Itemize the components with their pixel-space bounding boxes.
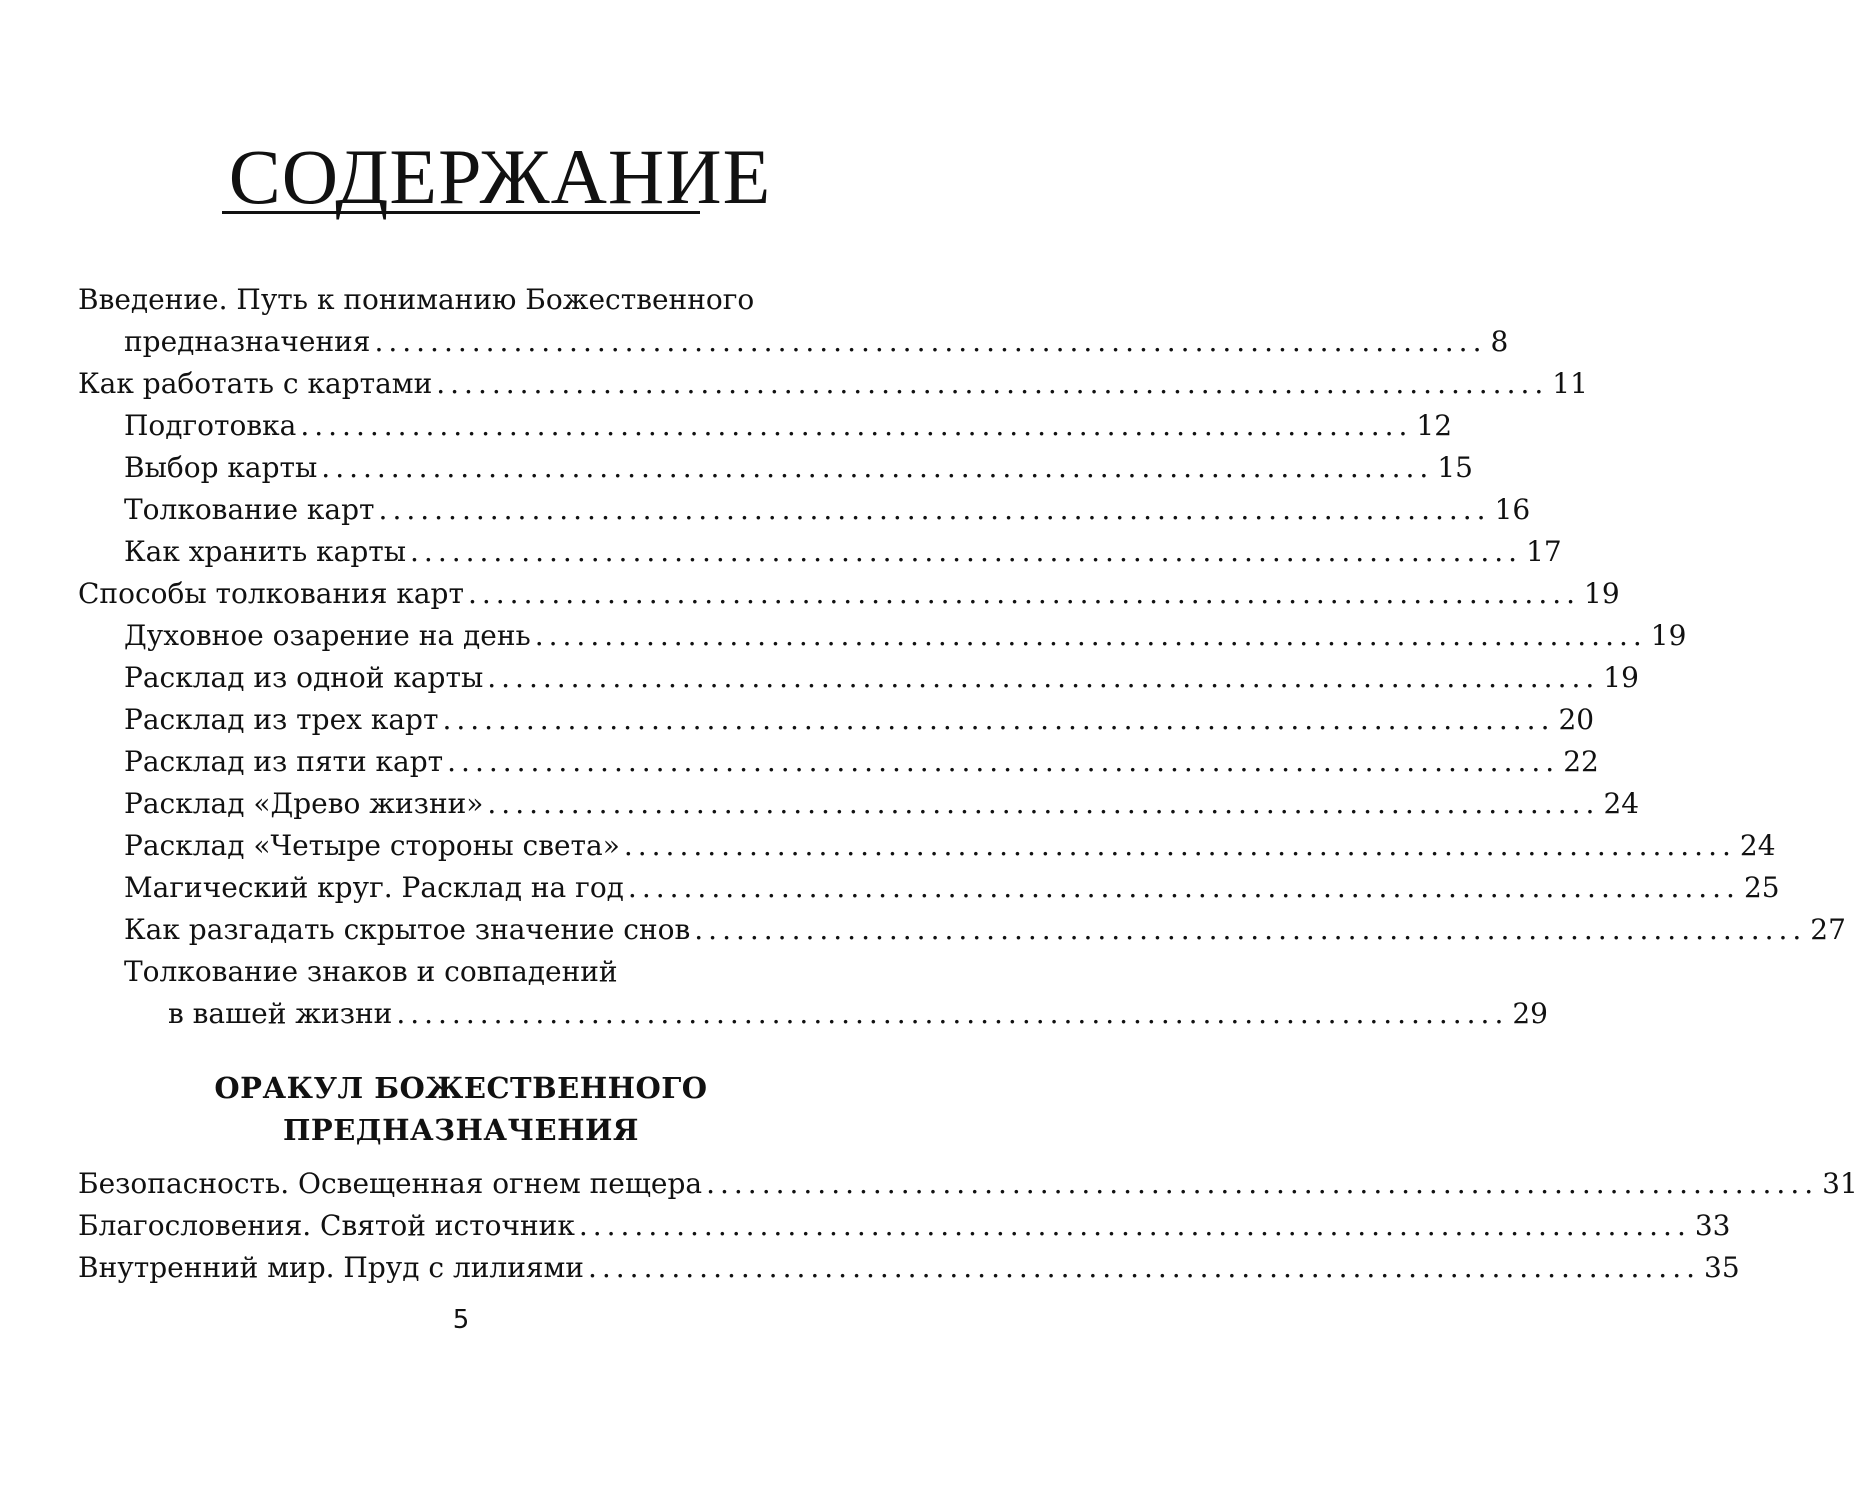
section-heading-line2: ПРЕДНАЗНАЧЕНИЯ [283,1113,639,1147]
toc-entry[interactable] [78,573,1620,615]
dot-leader: ................................................................................ [396,997,1509,1030]
toc-page-number: 29 [1512,997,1548,1030]
toc-entry-title: Как работать с картами [78,367,433,400]
dot-leader: ................................................................................ [623,829,1736,862]
toc-page-number: 19 [1603,661,1639,694]
toc-page-number: 15 [1437,451,1473,484]
dot-leader: ................................................................................ [374,325,1487,358]
toc-entry-title: Внутренний мир. Пруд с лилиями [78,1251,584,1284]
toc-page-number: 20 [1558,703,1595,736]
toc-entry[interactable] [124,489,1531,531]
toc-entry-title: Духовное озарение на день [124,619,531,652]
toc-entry[interactable] [124,321,1509,363]
dot-leader: ................................................................................ [487,661,1600,694]
toc-page-number: 31 [1822,1167,1858,1200]
toc-entry[interactable] [124,741,1599,783]
toc-page-number: 11 [1552,367,1588,400]
toc-entry-title: Благословения. Святой источник [78,1209,575,1242]
toc-entry[interactable] [78,1163,1858,1205]
dot-leader: ................................................................................ [487,787,1600,820]
dot-leader: ................................................................................ [627,871,1740,904]
toc-page-number: 24 [1739,829,1776,862]
toc-entry[interactable] [124,405,1453,447]
toc-entry-title: Расклад из пяти карт [124,745,444,778]
toc-page-number: 12 [1416,409,1453,442]
toc-entry[interactable] [124,531,1562,573]
dot-leader: ................................................................................ [442,703,1555,736]
dot-leader: ................................................................................ [321,451,1434,484]
dot-leader: ................................................................................ [300,409,1413,442]
toc-entry[interactable] [78,1247,1740,1289]
toc-entry-title: Как хранить карты [124,535,407,568]
toc-entry-title: Подготовка [124,409,297,442]
toc-page-number: 16 [1494,493,1531,526]
dot-leader: ................................................................................ [378,493,1491,526]
page-title: СОДЕРЖАНИЕ [228,133,772,220]
toc-entry-title: Расклад «Древо жизни» [124,787,484,820]
toc-entry-title: Способы толкования карт [78,577,464,610]
toc-page-number: 22 [1563,745,1599,778]
toc-entry[interactable] [124,783,1640,825]
toc-page-number: 25 [1743,871,1780,904]
toc-entry[interactable] [78,1205,1731,1247]
toc-page-number: 27 [1810,913,1846,946]
page-number-footer: 5 [452,1305,470,1335]
dot-leader: ................................................................................ [467,577,1581,610]
dot-leader: ................................................................................ [534,619,1647,652]
title-underline [222,211,700,214]
toc-entry[interactable] [124,867,1780,909]
toc-entry-title: Безопасность. Освещенная огнем пещера [78,1167,703,1200]
section-heading-line1: ОРАКУЛ БОЖЕСТВЕННОГО [214,1071,708,1105]
toc-entry[interactable] [124,699,1595,741]
toc-entry-title: Расклад «Четыре стороны света» [124,829,620,862]
toc-entry-line1: Толкование знаков и совпадений [124,955,618,988]
toc-page-number: 8 [1490,325,1509,358]
toc-page-number: 17 [1526,535,1562,568]
dot-leader: ................................................................................ [578,1209,1691,1242]
dot-leader: ................................................................................ [706,1167,1819,1200]
toc-entry[interactable] [124,909,1846,951]
toc-page-number: 33 [1694,1209,1731,1242]
toc-entry-title: в вашей жизни [168,997,393,1030]
toc-entry[interactable] [124,657,1639,699]
toc-entry-title: Толкование карт [124,493,375,526]
toc-entry-title: Расклад из трех карт [124,703,439,736]
dot-leader: ................................................................................ [694,913,1807,946]
toc-entry-title: предназначения [124,325,371,358]
toc-entry[interactable] [124,447,1473,489]
toc-entry-title: Расклад из одной карты [124,661,484,694]
dot-leader: ................................................................................ [587,1251,1700,1284]
toc-entry[interactable] [168,993,1548,1035]
dot-leader: ................................................................................ [410,535,1523,568]
toc-entry[interactable] [124,615,1687,657]
toc-entry-title: Выбор карты [124,451,318,484]
toc-entry-line1: Введение. Путь к пониманию Божественного [78,283,755,316]
toc-page-number: 35 [1704,1251,1740,1284]
dot-leader: ................................................................................ [436,367,1549,400]
dot-leader: ................................................................................ [447,745,1560,778]
toc-entry-title: Магический круг. Расклад на год [124,871,624,904]
toc-page-number: 24 [1603,787,1640,820]
toc-entry[interactable] [78,363,1588,405]
toc-page-number: 19 [1584,577,1620,610]
toc-entry-title: Как разгадать скрытое значение снов [124,913,691,946]
toc-entry[interactable] [124,825,1776,867]
toc-page-number: 19 [1650,619,1687,652]
